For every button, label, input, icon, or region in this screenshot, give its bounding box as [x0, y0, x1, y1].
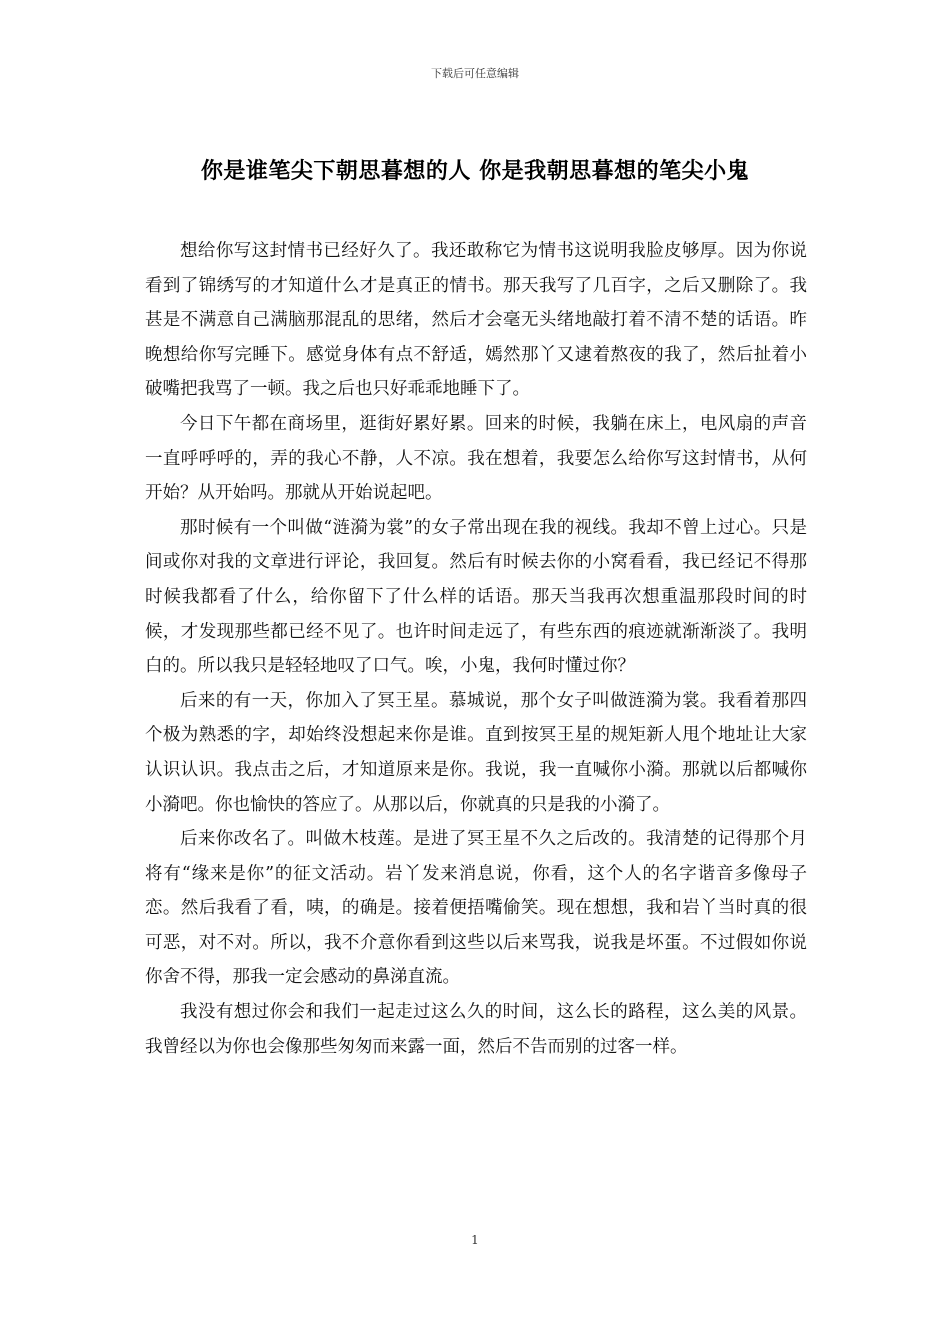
paragraph: 后来的有一天，你加入了冥王星。慕城说，那个女子叫做涟漪为裳。我看着那四个极为熟悉的字，却始终没想起来你是谁。直到按冥王星的规矩新人甩个地址让大家认识认识。我点击之后，才知道原来是你。我说，我一直喊你小漪。那就以后都喊你小漪吧。你也愉快的答应了。从那以后，你就真的只是我的小漪了。: [145, 690, 807, 815]
page-number: 1: [471, 1233, 479, 1247]
paragraph: 后来你改名了。叫做木枝莲。是进了冥王星不久之后改的。我清楚的记得那个月将有“缘来是你”的征文活动。岩丫发来消息说，你看，这个人的名字谐音多像母子恋。然后我看了看，咦，的确是。接着便捂嘴偷笑。现在想想，我和岩丫当时真的很可恶，对不对。所以，我不介意你看到这些以后来骂我，说我是坏蛋。不过假如你说你舍不得，那我一定会感动的鼻涕直流。: [145, 829, 807, 988]
paragraph: 我没有想过你会和我们一起走过这么久的时间，这么长的路程，这么美的风景。我曾经以为你也会像那些匆匆而来露一面，然后不告而别的过客一样。: [145, 1002, 807, 1057]
document-title: 你是谁笔尖下朝思暮想的人 你是我朝思暮想的笔尖小鬼: [200, 158, 750, 184]
header-note: 下载后可任意编辑: [431, 67, 519, 80]
paragraph: 那时候有一个叫做“涟漪为裳”的女子常出现在我的视线。我却不曾上过心。只是间或你对我的文章进行评论，我回复。然后有时候去你的小窝看看，我已经记不得那时候我都看了什么，给你留下了什么样的话语。那天当我再次想重温那段时间的时候，才发现那些都已经不见了。也许时间走远了，有些东西的痕迹就渐渐淡了。我明白的。所以我只是轻轻地叹了口气。唉，小鬼，我何时懂过你？: [145, 517, 807, 677]
paragraph: 今日下午都在商场里，逛街好累好累。回来的时候，我躺在床上，电风扇的声音一直呼呼呼的，弄的我心不静，人不凉。我在想着，我要怎么给你写这封情书，从何开始？从开始吗。那就从开始说起吧。: [145, 413, 807, 504]
document-body: [145, 234, 807, 1064]
paragraph: 想给你写这封情书已经好久了。我还敢称它为情书这说明我脸皮够厚。因为你说看到了锦绣写的才知道什么才是真正的情书。那天我写了几百字，之后又删除了。我甚是不满意自己满脑那混乱的思绪，然后才会毫无头绪地敲打着不清不楚的话语。昨晚想给你写完睡下。感觉身体有点不舒适，嫣然那丫又逮着熬夜的我了，然后扯着小破嘴把我骂了一顿。我之后也只好乖乖地睡下了。: [145, 241, 807, 400]
